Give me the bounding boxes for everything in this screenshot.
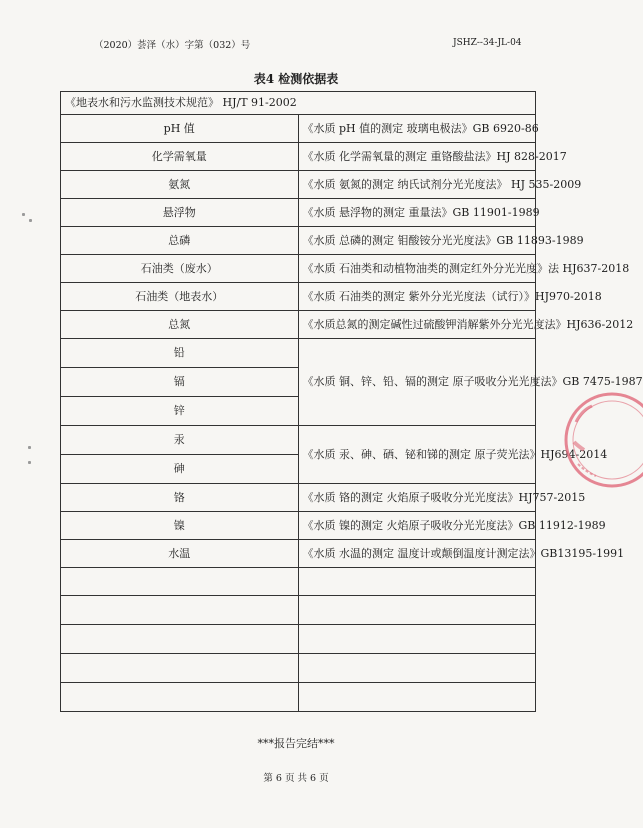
item-name: 总氮 [61,311,299,339]
item-name: 总磷 [61,227,299,255]
item-method: 《水质 总磷的测定 钼酸铵分光光度法》GB 11893-1989 [298,227,536,255]
item-name: 石油类（废水） [61,255,299,283]
empty-cell [61,625,299,654]
table-row [61,283,536,311]
table-row [61,311,536,339]
empty-cell [298,625,536,654]
empty-cell [61,683,299,712]
monitoring-standard-cell: 《地表水和污水监测技术规范》 HJ/T 91-2002 [61,92,536,115]
scan-speck [28,446,31,449]
item-name: 砷 [61,455,299,484]
item-method: 《水质 化学需氧量的测定 重铬酸盐法》HJ 828-2017 [298,143,536,171]
table-title: 表4 检测依据表 [253,72,339,86]
item-method: 《水质 悬浮物的测定 重量法》GB 11901-1989 [298,199,536,227]
scan-speck [29,219,32,222]
item-method: 《水质 铬的测定 火焰原子吸收分光光度法》HJ757-2015 [298,484,536,512]
item-name: 化学需氧量 [61,143,299,171]
item-method: 《水质 石油类和动植物油类的测定红外分光光度》法 HJ637-2018 [298,255,536,283]
empty-cell [61,596,299,625]
item-name: pH 值 [61,115,299,143]
table-row [61,512,536,540]
empty-cell [298,654,536,683]
empty-cell [298,568,536,596]
item-method: 《水质 水温的测定 温度计或颠倒温度计测定法》GB13195-1991 [298,540,536,568]
item-method: 《水质 石油类的测定 紫外分光光度法（试行）》HJ970-2018 [298,283,536,311]
page-number: 第 6 页 共 6 页 [263,773,329,784]
table-row [61,625,536,654]
table-row [61,227,536,255]
table-row [61,115,536,143]
empty-cell [61,568,299,596]
item-name: 汞 [61,426,299,455]
item-method: 《水质总氮的测定碱性过硫酸钾消解紫外分光光度法》HJ636-2012 [298,311,536,339]
table-row [61,484,536,512]
detection-basis-table [60,91,643,712]
item-method: 《水质 pH 值的测定 玻璃电极法》GB 6920-86 [298,115,536,143]
item-name: 镉 [61,368,299,397]
document-code: JSHZ--34-JL-04 [453,38,522,48]
item-name: 镍 [61,512,299,540]
item-name: 铬 [61,484,299,512]
item-name: 氨氮 [61,171,299,199]
table-row [61,199,536,227]
item-method: 《水质 汞、砷、硒、铋和锑的测定 原子荧光法》HJ694-2014 [298,426,536,484]
item-name: 悬浮物 [61,199,299,227]
scan-speck [28,461,31,464]
red-seal-stamp [562,380,622,500]
table-row [61,255,536,283]
table-row [61,596,536,625]
table-row [61,540,536,568]
item-name: 水温 [61,540,299,568]
table-row [61,339,536,368]
item-method: 《水质 铜、锌、铅、镉的测定 原子吸收分光光度法》GB 7475-1987 [298,339,536,426]
table-row [61,683,536,712]
item-name: 石油类（地表水） [61,283,299,311]
table-row [61,426,536,455]
item-name: 铅 [61,339,299,368]
item-name: 锌 [61,397,299,426]
table-row [61,654,536,683]
empty-cell [61,654,299,683]
table-row [61,568,536,596]
report-end-marker: ***报告完结*** [257,737,335,750]
table-row [61,92,536,115]
item-method: 《水质 氨氮的测定 纳氏试剂分光光度法》 HJ 535-2009 [298,171,536,199]
scan-speck [22,213,25,216]
item-method: 《水质 镍的测定 火焰原子吸收分光光度法》GB 11912-1989 [298,512,536,540]
table-row [61,143,536,171]
table-row [61,171,536,199]
empty-cell [298,596,536,625]
empty-cell [298,683,536,712]
report-number: （2020）荟泽（水）字第（032）号 [94,40,251,51]
